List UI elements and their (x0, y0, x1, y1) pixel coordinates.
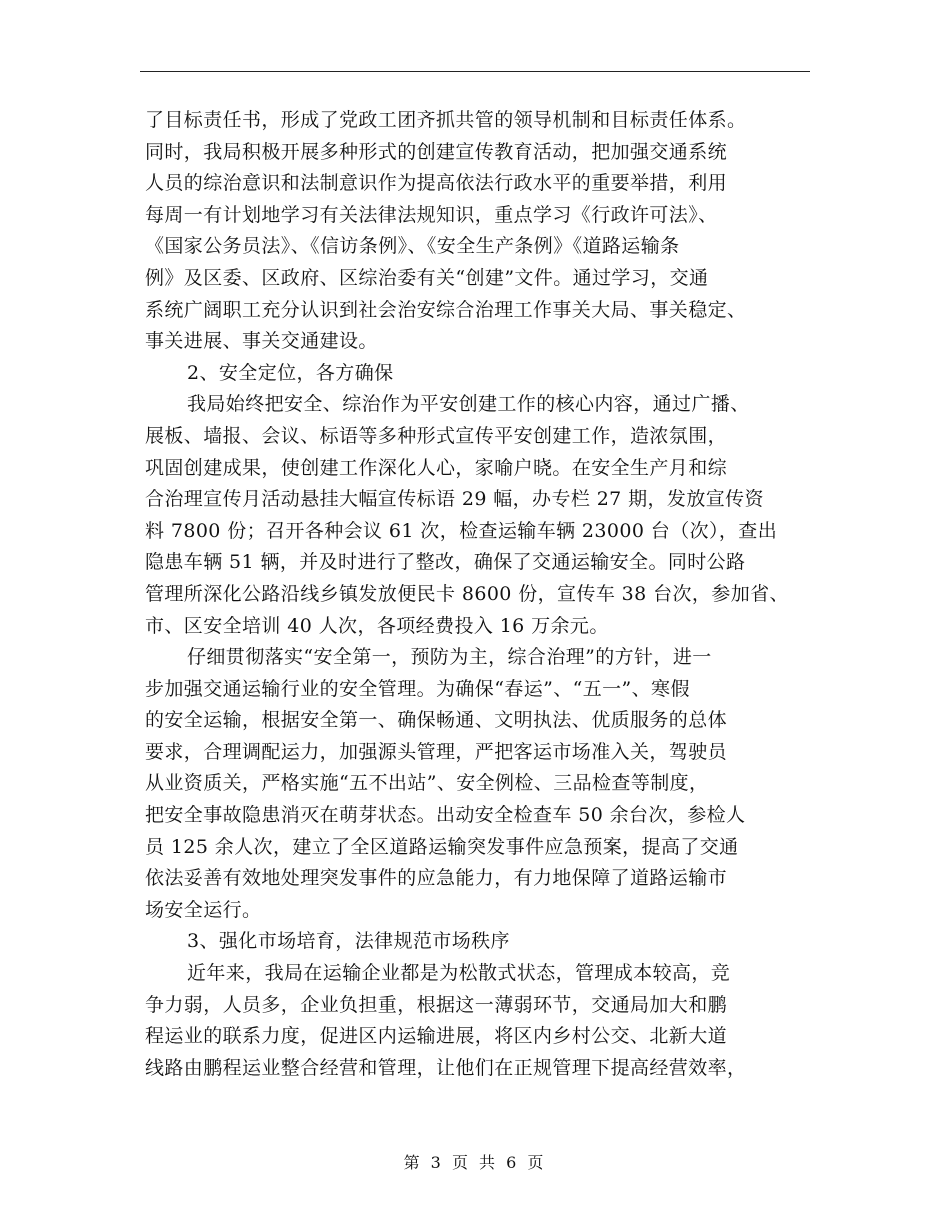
document-body (145, 105, 835, 1084)
text-line: 系统广阔职工充分认识到社会治安综合治理工作事关大局、事关稳定、 (145, 298, 747, 321)
text-line: 合治理宣传月活动悬挂大幅宣传标语 29 幅，办专栏 27 期，发放宣传资 (145, 488, 764, 511)
text-line: 管理所深化公路沿线乡镇发放便民卡 8600 份，宣传车 38 台次，参加省、 (145, 582, 789, 605)
text-line: 隐患车辆 51 辆，并及时进行了整改，确保了交通运输安全。同时公路 (145, 551, 746, 574)
text-line: 料 7800 份；召开各种会议 61 次，检查运输车辆 23000 台（次），查出 (145, 519, 778, 542)
text-line: 把安全事故隐患消灭在萌芽状态。出动安全检查车 50 余台次，参检人 (145, 804, 746, 827)
text-line: 依法妥善有效地处理突发事件的应急能力，有力地保障了道路运输市 (145, 867, 728, 890)
text-line: 每周一有计划地学习有关法律法规知识，重点学习《行政许可法》、 (145, 203, 718, 226)
text-line: 事关进展、事关交通建设。 (145, 330, 378, 353)
text-line: 线路由鹏程运业整合经营和管理，让他们在正规管理下提高经营效率， (145, 1056, 747, 1079)
text-line: 近年来，我局在运输企业都是为松散式状态，管理成本较高，竞 (187, 962, 731, 985)
text-line: 同时，我局积极开展多种形式的创建宣传教育活动，把加强交通系统 (145, 140, 728, 163)
text-line: 例》及区委、区政府、区综治委有关“创建”文件。通过学习，交通 (145, 266, 709, 289)
page-footer: 第 3 页 共 6 页 (403, 1153, 547, 1172)
text-line: 步加强交通运输行业的安全管理。为确保“春运”、“五一”、寒假 (145, 677, 690, 700)
text-line: 仔细贯彻落实“安全第一，预防为主，综合治理”的方针，进一 (187, 646, 712, 669)
text-line: 了目标责任书，形成了党政工团齐抓共管的领导机制和目标责任体系。 (145, 109, 747, 131)
text-line: 巩固创建成果，使创建工作深化人心，家喻户晓。在安全生产月和综 (145, 456, 728, 479)
text-line: 2、安全定位，各方确保 (187, 361, 394, 384)
text-line: 争力弱，人员多，企业负担重，根据这一薄弱环节，交通局加大和鹏 (145, 993, 728, 1016)
text-line: 3、强化市场培育，法律规范市场秩序 (187, 930, 510, 953)
text-line: 员 125 余人次，建立了全区道路运输突发事件应急预案，提高了交通 (145, 835, 739, 858)
header-rule (140, 71, 810, 72)
text-line: 市、区安全培训 40 人次，各项经费投入 16 万余元。 (145, 614, 609, 637)
text-line: 人员的综治意识和法制意识作为提高依法行政水平的重要举措，利用 (145, 172, 728, 195)
text-line: 场安全运行。 (145, 898, 262, 921)
text-line: 我局始终把安全、综治作为平安创建工作的核心内容，通过广播、 (187, 393, 750, 416)
text-line: 展板、墙报、会议、标语等多种形式宣传平安创建工作，造浓氛围， (145, 424, 728, 447)
text-line: 从业资质关，严格实施“五不出站”、安全例检、三品检查等制度， (145, 772, 709, 795)
text-line: 程运业的联系力度，促进区内运输进展，将区内乡村公交、北新大道 (145, 1025, 728, 1048)
text-line: 《国家公务员法》、《信访条例》、《安全生产条例》《道路运输条 (145, 235, 680, 258)
text-line: 要求，合理调配运力，加强源头管理，严把客运市场准入关，驾驶员 (145, 740, 728, 763)
text-line: 的安全运输，根据安全第一、确保畅通、文明执法、优质服务的总体 (145, 709, 728, 732)
